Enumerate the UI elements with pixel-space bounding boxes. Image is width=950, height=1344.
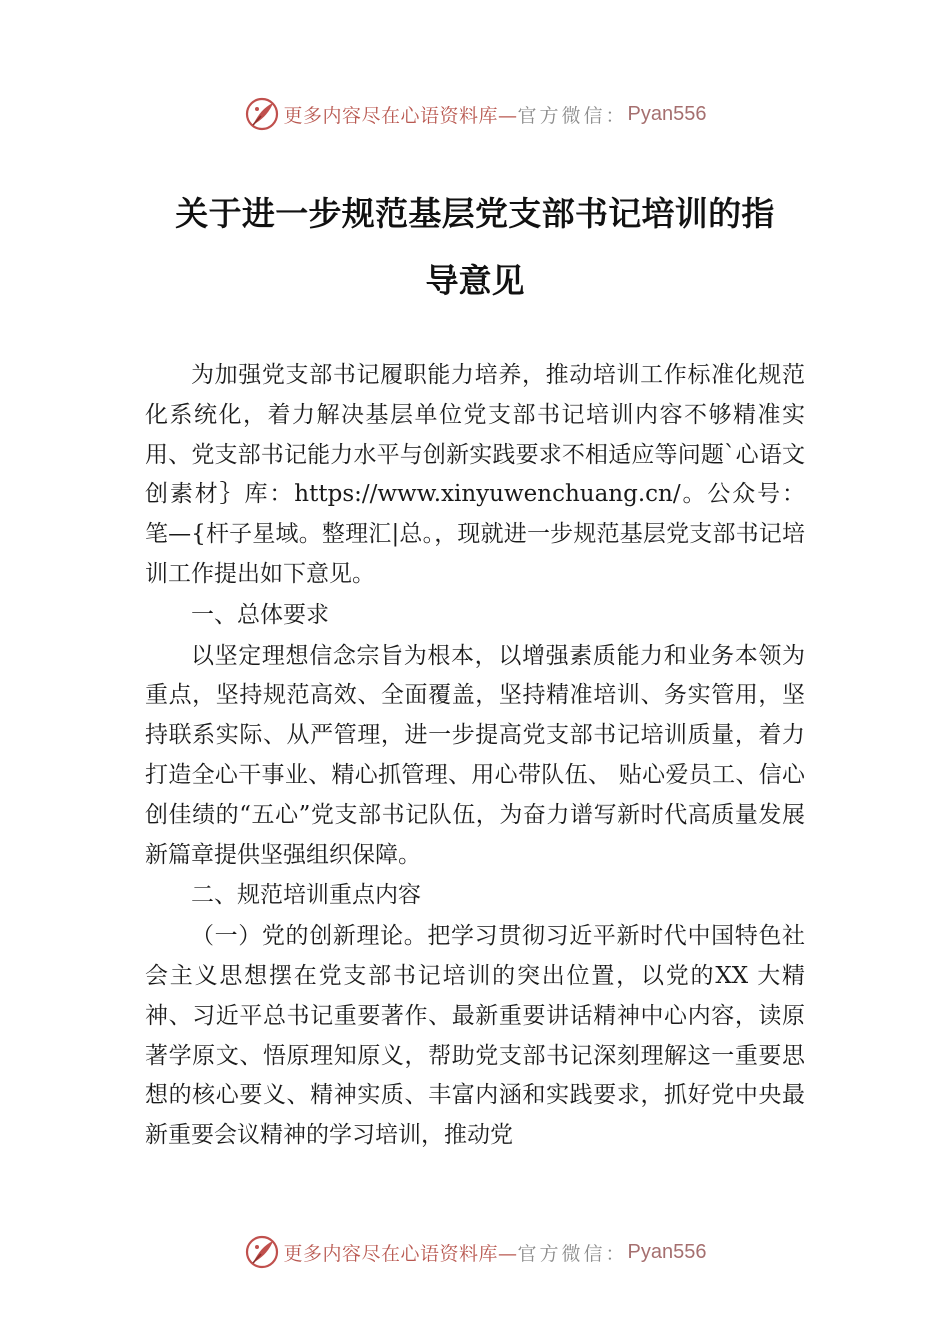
document-title-line2: 导意见 (425, 261, 525, 300)
footer-wechat-label: 官方微信： (517, 1242, 628, 1265)
banner-wechat-label: 官方微信： (517, 104, 628, 127)
quill-logo-icon (244, 96, 280, 132)
intro-paragraph: 为加强党支部书记履职能力培养，推动培训工作标准化规范化系统化，着力解决基层单位党支部书记培训内容不够精准实用、党支部书记能力水平与创新实践要求不相适应等问题`心语文创素材｝库：https://www.xinyuwenchuang.cn/。公众号：笔—{杆子星域。整理汇|总。，现就进一步规范基层党支部书记培训工作提出如下意见。 (145, 362, 805, 587)
section-heading-2: 二、规范培训重点内容 (191, 882, 421, 909)
footer-wechat-id: Pyan556 (627, 1240, 707, 1263)
footer-banner-text: 更多内容尽在心语资料库— (283, 1242, 518, 1265)
footer-banner (0, 1232, 950, 1272)
general-requirements-paragraph: 以坚定理想信念宗旨为根本，以增强素质能力和业务本领为重点，坚持规范高效、全面覆盖，坚持精准培训、务实管用，坚持联系实际、从严管理，进一步提高党支部书记培训质量，着力打造全心干事业、精心抓管理、用心带队伍、 贴心爱员工、信心创佳绩的“五心”党支部书记队伍，为奋力谱写新时代高质量发展新篇章提供坚强组织保障。 (145, 642, 805, 868)
banner-wechat-id: Pyan556 (627, 102, 707, 125)
document-body (145, 356, 805, 1156)
section-heading-1: 一、总体要求 (191, 601, 329, 628)
document-title-line1: 关于进一步规范基层党支部书记培训的指 (175, 194, 775, 233)
banner-text: 更多内容尽在心语资料库— (283, 104, 518, 127)
quill-logo-icon (244, 1234, 280, 1270)
innovation-theory-paragraph: （一）党的创新理论。把学习贯彻习近平新时代中国特色社会主义思想摆在党支部书记培训的突出位置，以党的XX 大精神、习近平总书记重要著作、最新重要讲话精神中心内容，读原著学原文、悟原理知原义，帮助党支部书记深刻理解这一重要思想的核心要义、精神实质、丰富内涵和实践要求，抓好党中央最新重要会议精神的学习培训，推动党 (145, 923, 805, 1149)
header-banner (0, 94, 950, 134)
